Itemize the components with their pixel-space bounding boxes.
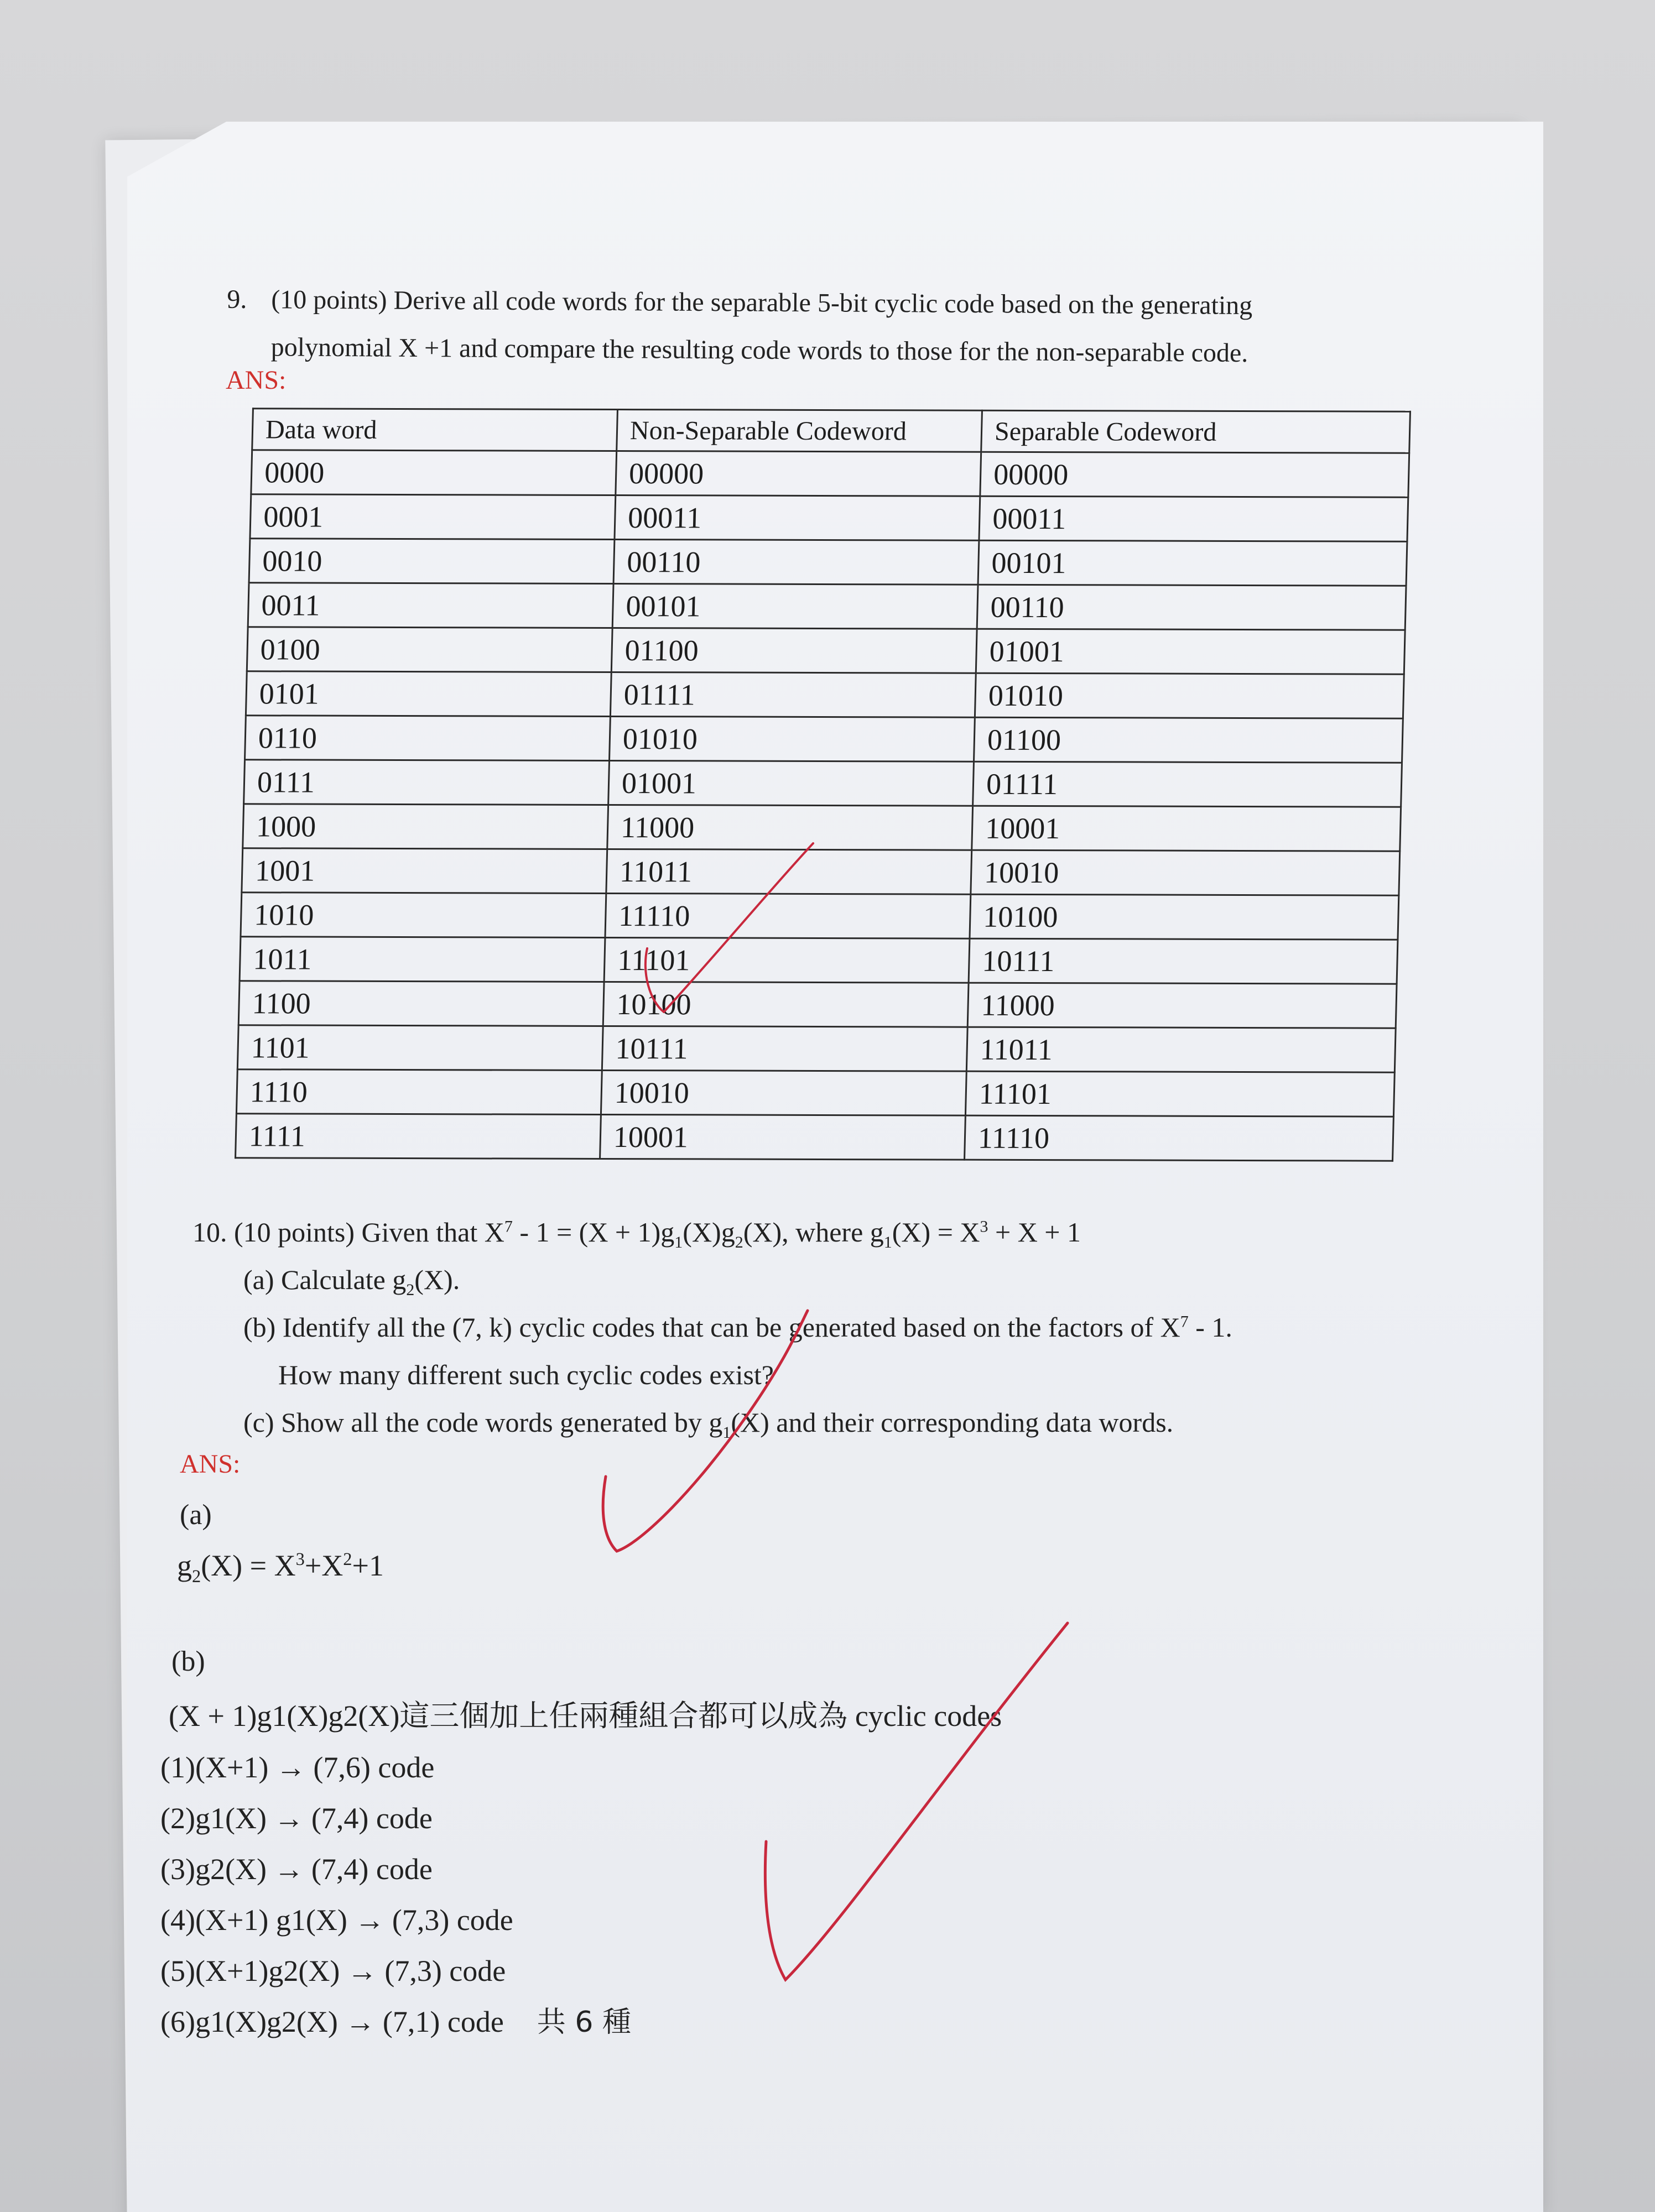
separable-cell: 11011 [966, 1027, 1396, 1072]
question-10-part-b-line-2: How many different such cyclic codes exist? [278, 1359, 774, 1390]
data-word-cell: 1111 [236, 1114, 601, 1159]
q10c-text: (X) and their corresponding data words. [731, 1407, 1174, 1438]
question-10-intro [192, 1208, 1409, 1256]
separable-cell: 01111 [973, 761, 1402, 807]
q10a-text: (X). [414, 1264, 460, 1295]
q10-intro-part: + X + 1 [988, 1217, 1081, 1248]
question-9 [226, 276, 1361, 378]
table-row [236, 1070, 1394, 1117]
question-9-line-1: (10 points) Derive all code words for the separable 5-bit cyclic code based on the generating [271, 285, 1253, 321]
list-item: (4)(X+1) g1(X) → (7,3) code [160, 1903, 513, 1937]
non-separable-cell: 11110 [605, 893, 971, 938]
separable-cell: 10111 [969, 938, 1398, 984]
g2-text: (X) = X [201, 1549, 296, 1582]
codeword-table-wrap [235, 408, 1411, 1161]
separable-cell: 11101 [965, 1071, 1394, 1117]
exponent: 7 [504, 1217, 513, 1236]
list-item: (2)g1(X) → (7,4) code [160, 1802, 433, 1835]
table-row [242, 848, 1400, 895]
last-code: (6)g1(X)g2(X) → (7,1) code [160, 2005, 504, 2038]
question-9-answer-label: ANS: [226, 366, 287, 395]
table-row [241, 893, 1399, 940]
table-row [251, 450, 1409, 497]
separable-cell: 10100 [970, 894, 1399, 940]
answer-part-a-label: (a) [180, 1499, 212, 1531]
exponent: 2 [343, 1550, 352, 1569]
non-separable-cell: 10111 [602, 1026, 967, 1071]
separable-cell: 01100 [974, 717, 1403, 763]
data-word-cell: 0111 [244, 760, 610, 805]
q10-intro-part: 10. (10 points) Given that X [192, 1217, 504, 1248]
table-row [240, 937, 1398, 984]
question-10-part-b [243, 1303, 1409, 1351]
non-separable-cell: 01001 [608, 760, 974, 806]
data-word-cell: 0110 [245, 716, 611, 761]
g2-text: g [177, 1549, 192, 1582]
q10-intro-part: - 1 = (X + 1)g [512, 1217, 675, 1248]
q10-intro-part: (X)g [683, 1217, 735, 1248]
non-separable-cell: 10010 [601, 1070, 966, 1115]
list-item: (5)(X+1)g2(X) → (7,3) code [160, 1954, 506, 1987]
table-header-row [252, 409, 1411, 453]
question-10-part-a [243, 1256, 1409, 1303]
data-word-cell: 0011 [248, 583, 613, 628]
table-row [237, 1025, 1396, 1072]
table-row [238, 981, 1397, 1028]
exponent: 7 [1180, 1312, 1189, 1331]
subscript: 1 [883, 1233, 892, 1251]
separable-cell: 00000 [980, 452, 1409, 497]
non-separable-cell: 00011 [615, 495, 980, 541]
table-row [244, 760, 1402, 807]
data-word-cell: 1101 [237, 1025, 603, 1071]
answer-part-b-intro: (X + 1)g1(X)g2(X)這三個加上任兩種組合都可以成為 cyclic codes [169, 1699, 1002, 1733]
data-word-cell: 1001 [242, 848, 607, 894]
separable-cell: 00101 [978, 540, 1407, 586]
table-row [247, 627, 1405, 674]
table-row [246, 671, 1404, 718]
non-separable-cell: 10100 [603, 982, 969, 1027]
table-row [236, 1114, 1394, 1161]
subscript: 1 [722, 1423, 731, 1442]
header-data-word: Data word [252, 409, 618, 451]
non-separable-cell: 11000 [607, 805, 973, 850]
q10b-text: - 1. [1188, 1312, 1232, 1343]
table-row [250, 494, 1408, 541]
non-separable-cell: 10001 [600, 1114, 965, 1160]
non-separable-cell: 11101 [604, 937, 970, 983]
data-word-cell: 1110 [236, 1070, 602, 1115]
question-10 [192, 1208, 1409, 1446]
separable-cell: 01010 [975, 673, 1404, 718]
table-row [243, 804, 1401, 851]
non-separable-cell: 11011 [606, 849, 972, 894]
subscript: 2 [406, 1281, 415, 1299]
subscript: 1 [674, 1233, 683, 1251]
table-row [245, 716, 1403, 763]
separable-cell: 11000 [967, 983, 1397, 1028]
question-9-number: 9. [227, 284, 247, 314]
question-10-part-c [243, 1399, 1409, 1446]
data-word-cell: 1100 [238, 981, 604, 1026]
non-separable-cell: 00000 [616, 451, 981, 497]
header-non-separable: Non-Separable Codeword [617, 410, 982, 452]
separable-cell: 01001 [976, 629, 1405, 674]
data-word-cell: 0001 [250, 494, 616, 540]
q10a-text: (a) Calculate g [243, 1264, 407, 1295]
subscript: 2 [735, 1233, 743, 1251]
codeword-table [235, 408, 1411, 1161]
g2-text: +X [304, 1549, 344, 1582]
q10b-text: (b) Identify all the (7, k) cyclic codes that can be generated based on the factors of X [243, 1312, 1180, 1343]
non-separable-cell: 01010 [609, 716, 975, 761]
data-word-cell: 0100 [247, 627, 612, 672]
data-word-cell: 0000 [251, 450, 617, 495]
separable-cell: 10001 [972, 806, 1401, 851]
data-word-cell: 0010 [249, 539, 615, 584]
g2-answer [177, 1548, 384, 1587]
table-row [248, 583, 1406, 630]
list-item [160, 1996, 631, 2048]
separable-cell: 00011 [979, 496, 1408, 541]
non-separable-cell: 00110 [613, 540, 979, 585]
non-separable-cell: 00101 [612, 584, 978, 629]
non-separable-cell: 01111 [610, 672, 976, 717]
separable-cell: 11110 [965, 1115, 1394, 1161]
non-separable-cell: 01100 [611, 628, 977, 674]
cyclic-code-list [160, 1742, 631, 2048]
answer-part-b-label: (b) [171, 1646, 205, 1677]
separable-cell: 00110 [977, 585, 1406, 630]
q10-intro-part: (X), where g [743, 1217, 884, 1248]
separable-cell: 10010 [971, 850, 1400, 895]
table-row [249, 539, 1407, 586]
g2-text: +1 [352, 1549, 384, 1582]
exponent: 3 [295, 1550, 305, 1569]
list-item: (1)(X+1) → (7,6) code [160, 1751, 435, 1784]
total-count: 共 6 種 [537, 2006, 631, 2039]
header-separable: Separable Codeword [981, 410, 1411, 453]
data-word-cell: 1010 [241, 893, 606, 938]
question-9-line-2: polynomial X +1 and compare the resulting code words to those for the non-separable code. [270, 332, 1248, 368]
data-word-cell: 1011 [240, 937, 605, 982]
data-word-cell: 1000 [243, 804, 608, 849]
subscript: 2 [192, 1566, 201, 1587]
question-10-answer-label: ANS: [180, 1449, 241, 1479]
q10c-text: (c) Show all the code words generated by g [243, 1407, 723, 1438]
q10-intro-part: (X) = X [892, 1217, 980, 1248]
data-word-cell: 0101 [246, 671, 611, 717]
exponent: 3 [980, 1217, 988, 1236]
list-item: (3)g2(X) → (7,4) code [160, 1853, 433, 1886]
